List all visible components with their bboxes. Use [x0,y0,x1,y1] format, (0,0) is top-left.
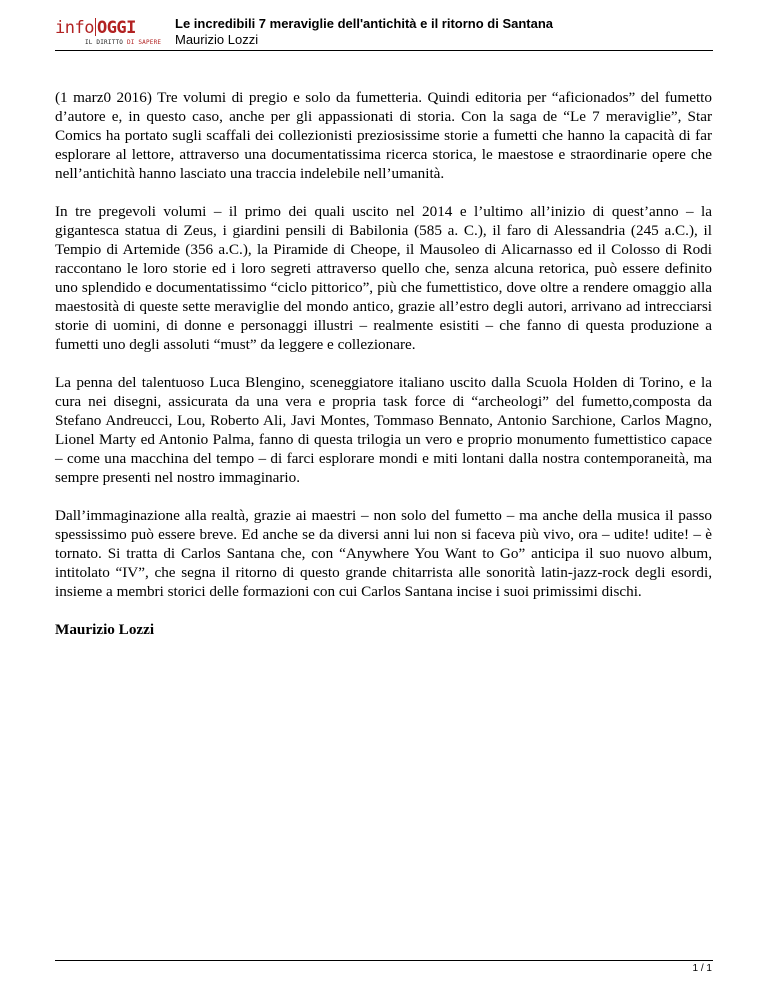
article-paragraph: In tre pregevoli volumi – il primo dei quali uscito nel 2014 e l’ultimo all’inizio di quest’anno – la gigantesca statua di Zeus, i giardini pensili di Babilonia (585 a. C.), il faro di Alessandria (245 a.C.), il Tempio di Artemide (356 a.C.), la Piramide di Cheope, il Mausoleo di Alicarnasso ed il Colosso di Rodi raccontano le loro storie ed i loro segreti attraverso quello che, senza alcuna retorica, può essere definito uno splendido e documentatissimo “ciclo pittorico”, più che fumettistico, dove oltre a rendere omaggio alla maestosità di queste sette meraviglie del mondo antico, grazie all’estro degli autori, arrivano ad intrecciarsi storie di uomini, di donne e personaggi illustri – realmente esistiti – che fanno di questa produzione a fumetti uno degli assoluti “must” da leggere e collezionare. [55,203,712,353]
page-title: Le incredibili 7 meraviglie dell'antichità e il ritorno di Santana [175,16,554,31]
infooggi-logo[interactable] [55,18,165,52]
footer-divider [55,960,713,961]
header-text [175,16,553,48]
logo-tagline-accent: DI SAPERE [126,39,162,46]
logo-oggi-text: OGGI [96,18,136,38]
logo-info-text: info [55,18,94,38]
page-number: 1 / 1 [692,963,712,974]
article-body [55,88,712,658]
header-divider [55,50,713,51]
page-header [55,12,713,52]
logo-wordmark [55,18,136,38]
logo-tagline [85,39,161,46]
header-author: Maurizio Lozzi [175,32,259,47]
article-paragraph: (1 marz0 2016) Tre volumi di pregio e solo da fumetteria. Quindi editoria per “aficionados” del fumetto d’autore e, in questo caso, anche per gli appassionati di storia. Con la saga de “Le 7 meraviglie”, Star Comics ha portato sugli scaffali dei collezionisti preziosissime storie a fumetti che hanno la capacità di far esplorare al lettore, attraverso una documentatissima ricerca storica, le maestose e straordinarie opere che nell’antichità hanno lasciato una traccia indelebile nell’umanità. [55,89,712,182]
logo-tagline-prefix: IL DIRITTO [85,39,127,46]
article-paragraph: La penna del talentuoso Luca Blengino, sceneggiatore italiano uscito dalla Scuola Holden di Torino, e la cura nei disegni, assicurata da una vera e propria task force di “archeologi” del fumetto,composta da Stefano Andreucci, Lou, Roberto Ali, Javi Montes, Tommaso Bennato, Antonio Sarchione, Carlos Magno, Lionel Marty ed Antonio Palma, fanno di questa trilogia un vero e proprio monumento fumettistico capace – come una macchina del tempo – di farci esplorare mondi e miti lontani dalla nostra contemporaneità, ma sempre presenti nel nostro immaginario. [55,374,712,486]
logo-separator [95,18,96,36]
article-paragraph: Dall’immaginazione alla realtà, grazie ai maestri – non solo del fumetto – ma anche della musica il passo spessissimo può essere breve. Ed anche se da diversi anni lui non si faceva più vivo, ora – udite! udite! – è tornato. Si tratta di Carlos Santana che, con “Anywhere You Want to Go” anticipa il suo nuovo album, intitolato “IV”, che segna il ritorno di questo grande chitarrista alle sonorità latin-jazz-rock degli esordi, insieme a membri storici delle formazioni con cui Carlos Santana incise i suoi primissimi dischi. [55,507,712,600]
article-signature: Maurizio Lozzi [55,621,155,638]
